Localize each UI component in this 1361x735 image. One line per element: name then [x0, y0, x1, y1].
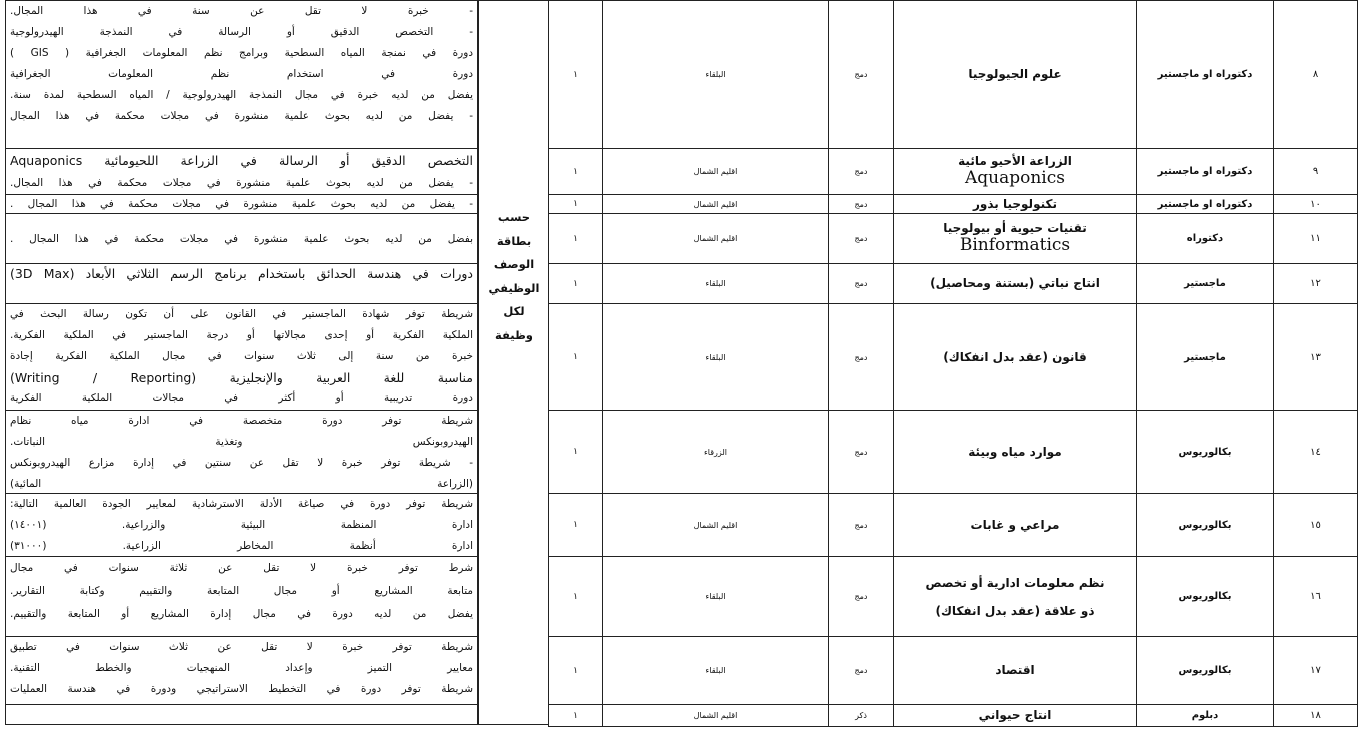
row-number: ٨	[1274, 1, 1358, 149]
specialization-cell	[894, 1, 1137, 149]
governorate-cell: البلقاء	[603, 557, 829, 637]
table-row	[549, 494, 1358, 557]
requirement-line: شرط توفر خبرة لا تقل عن ثلاثة سنوات في مجال	[10, 562, 473, 574]
count-cell: ١	[549, 411, 603, 494]
specialization-line: اقتصاد	[995, 663, 1035, 677]
job-description-note	[479, 206, 549, 347]
requirement-line: الملكية الفكرية أو إحدى مجالاتها أو درجة الماجستير في الملكية الفكرية.	[10, 329, 473, 341]
specialization-line: قانون (عقد بدل انفكاك)	[943, 349, 1087, 364]
governorate-cell: البلقاء	[603, 304, 829, 411]
table-row	[549, 637, 1358, 705]
requirement-line: - خبرة لا تقل عن سنة في هذا المجال.	[10, 5, 473, 17]
note-line: وظيفة	[495, 327, 533, 342]
row-number: ١٦	[1274, 557, 1358, 637]
requirement-line: - شريطة توفر خبرة لا تقل عن سنتين في إدارة مزارع الهيدروبونكس	[10, 457, 473, 469]
table-row	[549, 304, 1358, 411]
requirements-cell-row-11	[6, 214, 477, 264]
requirement-line: دورة في نمنجة المياه السطحية وبرامج نظم المعلومات الجغرافية ( GIS )	[10, 47, 473, 59]
table-row	[549, 411, 1358, 494]
count-cell: ١	[549, 214, 603, 264]
row-number: ١١	[1274, 214, 1358, 264]
specialization-line: الزراعة الأحيو مائية	[958, 154, 1072, 169]
table-row	[549, 264, 1358, 304]
count-cell: ١	[549, 195, 603, 214]
gender-cell: دمج	[829, 214, 894, 264]
requirement-line: خبرة من سنة إلى ثلاث سنوات في مجال الملكية الفكرية إجادة	[10, 350, 473, 362]
requirement-line: دورة تدريبية أو أكثر في مجالات الملكية الفكرية	[10, 392, 473, 404]
requirements-cell-row-8	[6, 1, 477, 149]
requirement-line: (الزراعة المائية)	[10, 478, 473, 490]
count-cell: ١	[549, 557, 603, 637]
table-row	[549, 195, 1358, 214]
specialization-line: تكنولوجيا بذور	[973, 196, 1057, 211]
gender-cell: دمج	[829, 557, 894, 637]
row-number: ١٠	[1274, 195, 1358, 214]
governorate-cell: اقليم الشمال	[603, 494, 829, 557]
specialization-line: ذو علاقة (عقد بدل انفكاك)	[935, 603, 1095, 618]
requirement-line: دورة في استخدام نظم المعلومات الجغرافية	[10, 68, 473, 80]
specialization-cell	[894, 494, 1137, 557]
specialization-cell	[894, 149, 1137, 195]
row-number: ١٢	[1274, 264, 1358, 304]
degree-cell: دبلوم	[1137, 705, 1274, 727]
specialization-line: موارد مياه وبيئة	[968, 444, 1062, 459]
requirement-line: مناسبة للغة العربية والإنجليزية (Writing / Reporting)	[10, 370, 473, 385]
requirements-cell-row-16	[6, 557, 477, 637]
specialization-line: علوم الجيولوجيا	[968, 67, 1062, 81]
requirement-line: شريطة توفر دورة في صياغة الأدلة الاسترشادية لمعايير الجودة العالمية التالية:	[10, 498, 473, 510]
requirements-cell-row-13	[6, 304, 477, 411]
gender-cell: دمج	[829, 637, 894, 705]
count-cell: ١	[549, 494, 603, 557]
note-line: الوظيفي	[488, 280, 540, 295]
degree-cell: بكالوريوس	[1137, 411, 1274, 494]
requirements-column	[5, 0, 478, 725]
specialization-cell	[894, 637, 1137, 705]
requirement-line: الهيدروبونكس وتغذية النباتات.	[10, 436, 473, 448]
count-cell: ١	[549, 1, 603, 149]
specialization-cell	[894, 264, 1137, 304]
specialization-line: انتاج حيواني	[978, 708, 1052, 722]
requirement-line: ادارة أنظمة المخاطر الزراعية. (٣١٠٠٠)	[10, 540, 473, 552]
degree-cell: بكالوريوس	[1137, 637, 1274, 705]
requirement-line: شريطة توفر دورة متخصصة في ادارة مياه نظام	[10, 415, 473, 427]
count-cell: ١	[549, 149, 603, 195]
requirement-line: شريطة توفر دورة في التخطيط الاستراتيجي ودورة في هندسة العمليات	[10, 683, 473, 695]
governorate-cell: اقليم الشمال	[603, 214, 829, 264]
requirements-cell-row-10	[6, 195, 477, 214]
degree-cell: ماجستير	[1137, 264, 1274, 304]
count-cell: ١	[549, 264, 603, 304]
count-cell: ١	[549, 304, 603, 411]
gender-cell: ذكر	[829, 705, 894, 727]
requirements-cell-row-15	[6, 494, 477, 557]
specialization-cell	[894, 195, 1137, 214]
note-line: حسب	[497, 210, 531, 224]
row-number: ١٨	[1274, 705, 1358, 727]
requirements-cell-row-18	[6, 705, 477, 724]
row-number: ١٣	[1274, 304, 1358, 411]
note-line: الوصف	[493, 257, 535, 271]
row-number: ٩	[1274, 149, 1358, 195]
specialization-cell	[894, 705, 1137, 727]
specialization-cell	[894, 214, 1137, 264]
governorate-cell: اقليم الشمال	[603, 705, 829, 727]
governorate-cell: البلقاء	[603, 1, 829, 149]
specialization-line: مراعي و غابات	[970, 517, 1060, 532]
specialization-line: نظم معلومات ادارية أو تخصص	[925, 575, 1105, 590]
requirement-line: - التخصص الدقيق أو الرسالة في النمذجة الهيدرولوجية	[10, 26, 473, 38]
requirement-line: متابعة المشاريع أو مجال المتابعة والتقييم وكتابة التقارير.	[10, 585, 473, 597]
requirement-line: - يفضل من لديه بحوث علمية منشورة في مجلات محكمة في هذا المجال.	[10, 177, 473, 189]
specialization-cell	[894, 557, 1137, 637]
gender-cell: دمج	[829, 1, 894, 149]
requirement-line: يفضل من لديه خبرة في مجال النمذجة الهيدرولوجية / المياه السطحية لمدة سنة.	[10, 89, 473, 101]
table-row	[549, 214, 1358, 264]
requirement-line: معايير التميز وإعداد المنهجيات والخطط التقنية.	[10, 662, 473, 674]
requirement-line: دورات في هندسة الحدائق باستخدام برنامج الرسم الثلاثي الأبعاد (3D Max)	[10, 266, 473, 281]
table-row	[549, 1, 1358, 149]
specialization-latin: Binformatics	[959, 235, 1071, 256]
note-line: لكل	[503, 304, 525, 318]
requirement-line: ادارة المنظمة البيئية والزراعية. (١٤٠٠١)	[10, 519, 473, 531]
requirement-line: يفضل من لديه دورة في مجال إدارة المشاريع أو المتابعة والتقييم.	[10, 608, 473, 620]
gender-cell: دمج	[829, 195, 894, 214]
specialization-cell	[894, 304, 1137, 411]
governorate-cell: اقليم الشمال	[603, 149, 829, 195]
specialization-cell	[894, 411, 1137, 494]
row-number: ١٤	[1274, 411, 1358, 494]
table-row	[549, 557, 1358, 637]
governorate-cell: البلقاء	[603, 264, 829, 304]
governorate-cell: الزرقاء	[603, 411, 829, 494]
positions-table	[548, 0, 1358, 727]
gender-cell: دمج	[829, 149, 894, 195]
specialization-line: انتاج نباتي (بستنة ومحاصيل)	[930, 276, 1100, 290]
degree-cell: دكتوراه او ماجستير	[1137, 1, 1274, 149]
row-number: ١٥	[1274, 494, 1358, 557]
requirements-cell-row-17	[6, 637, 477, 705]
requirements-cell-row-14	[6, 411, 477, 494]
requirement-line: بفضل من لديه بحوث علمية منشورة في مجلات محكمة في هذا المجال .	[10, 233, 473, 245]
row-number: ١٧	[1274, 637, 1358, 705]
degree-cell: دكتوراه	[1137, 214, 1274, 264]
degree-cell: دكتوراه او ماجستير	[1137, 195, 1274, 214]
degree-cell: بكالوريوس	[1137, 557, 1274, 637]
specialization-line: تقنيات حيوية أو بيولوجيا	[943, 221, 1087, 236]
table-row	[549, 149, 1358, 195]
degree-cell: ماجستير	[1137, 304, 1274, 411]
degree-cell: بكالوريوس	[1137, 494, 1274, 557]
requirement-line: - يفضل من لديه بحوث علمية منشورة في مجلات محكمة في هذا المجال	[10, 110, 473, 122]
job-description-note-cell	[478, 0, 548, 725]
note-line: بطاقة	[496, 233, 532, 248]
count-cell: ١	[549, 637, 603, 705]
governorate-cell: اقليم الشمال	[603, 195, 829, 214]
governorate-cell: البلقاء	[603, 637, 829, 705]
degree-cell: دكتوراه او ماجستير	[1137, 149, 1274, 195]
gender-cell: دمج	[829, 494, 894, 557]
requirements-cell-row-9	[6, 149, 477, 195]
table-row	[549, 705, 1358, 727]
specialization-latin: Aquaponics	[965, 168, 1065, 189]
gender-cell: دمج	[829, 264, 894, 304]
count-cell: ١	[549, 705, 603, 727]
requirement-line: شريطة توفر خبرة لا تقل عن ثلاث سنوات في تطبيق	[10, 641, 473, 653]
requirements-cell-row-12	[6, 264, 477, 304]
requirement-line: شريطة توفر شهادة الماجستير في القانون على أن تكون رسالة البحث في	[10, 308, 473, 320]
gender-cell: دمج	[829, 304, 894, 411]
requirement-line: - يفضل من لديه بحوث علمية منشورة في مجلات محكمة في هذا المجال .	[10, 198, 473, 210]
gender-cell: دمج	[829, 411, 894, 494]
requirement-line: التخصص الدقيق أو الرسالة في الزراعة اللحيومائية Aquaponics	[10, 153, 473, 168]
